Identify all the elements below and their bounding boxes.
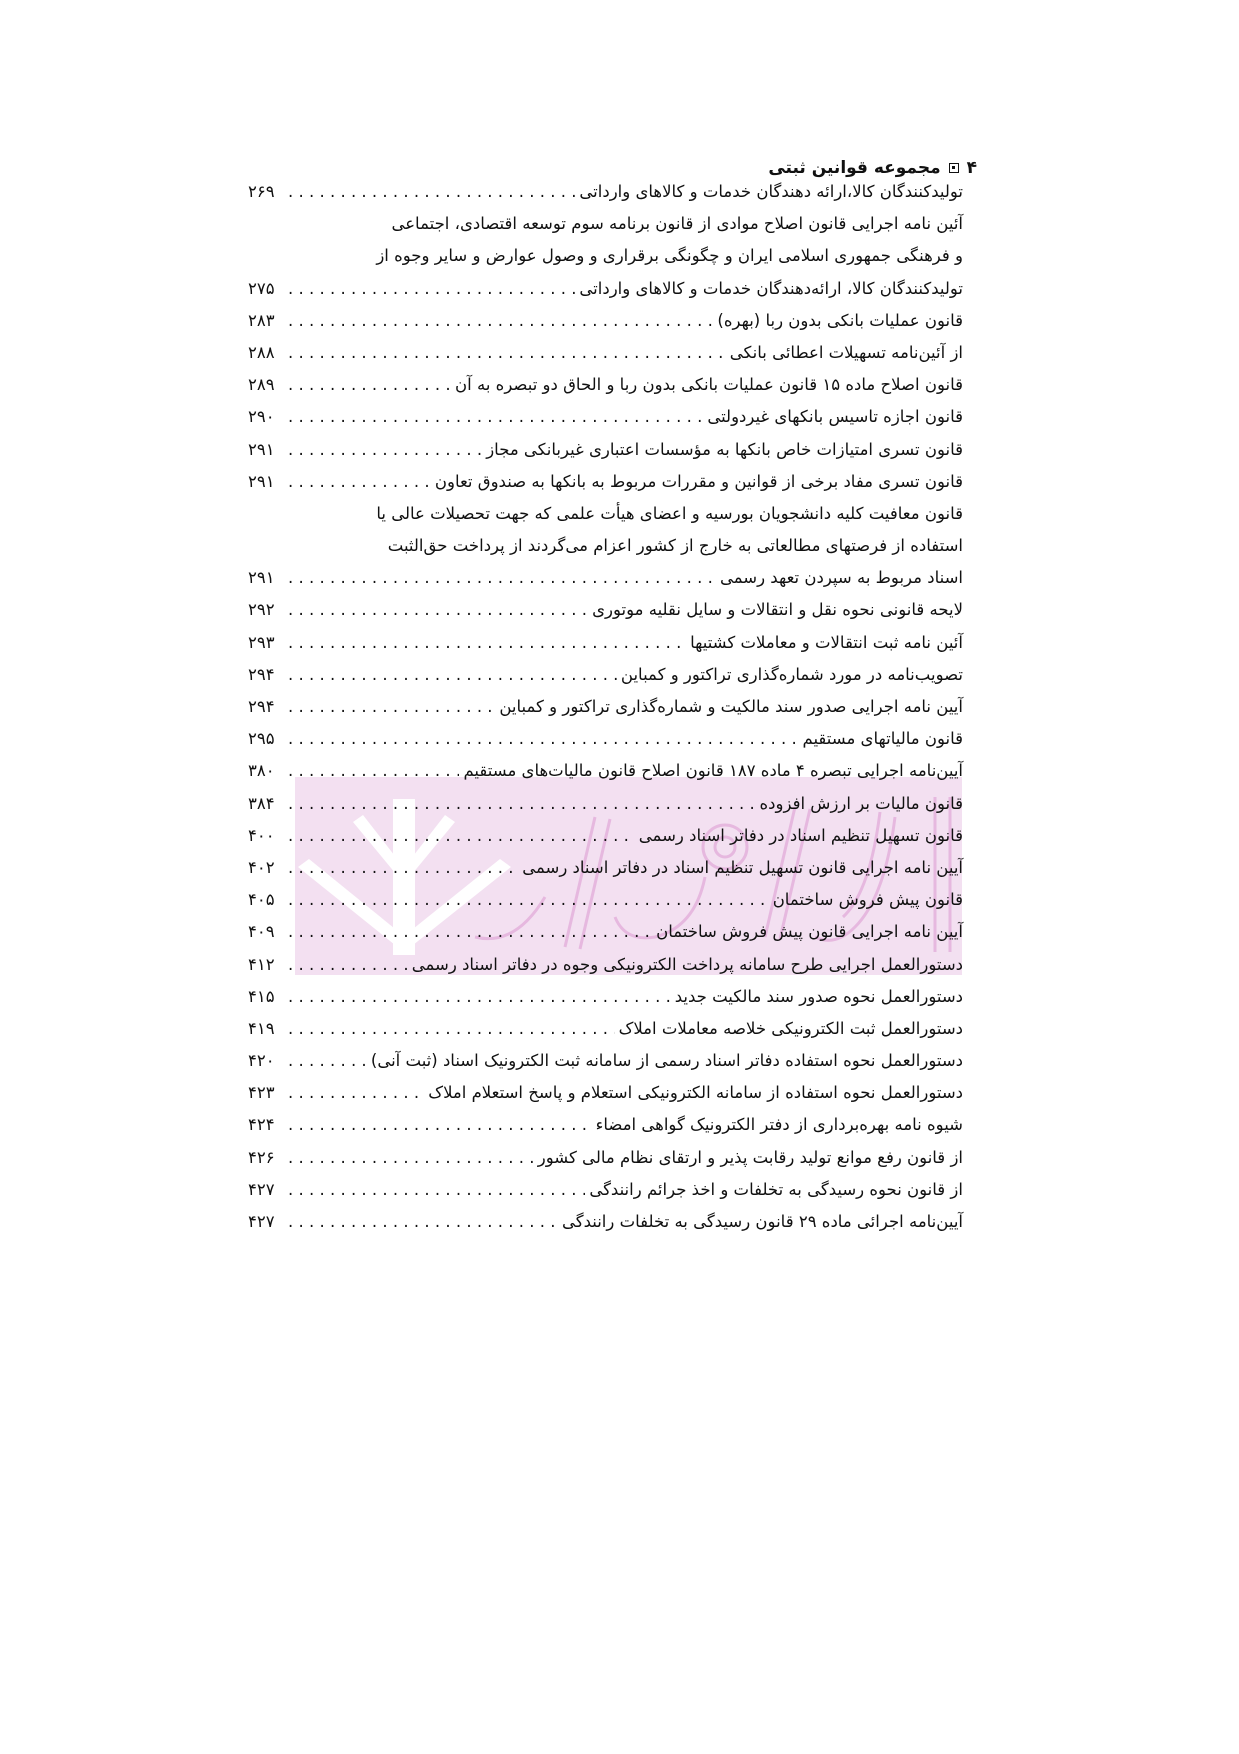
toc-entry-title: تصویب‌نامه در مورد شماره‌گذاری تراکتور و کمباین xyxy=(620,664,963,684)
dot-leader xyxy=(288,723,798,755)
toc-entry-title: شیوه نامه بهره‌برداری از دفتر الکترونیک گواهی امضاء xyxy=(595,1115,963,1135)
dot-leader xyxy=(288,273,575,305)
dot-leader xyxy=(288,466,431,498)
toc-entry-page: ۳۸۴ xyxy=(248,793,275,813)
square-bullet-icon xyxy=(949,163,959,173)
toc-entry-title-line: آئین نامه اجرایی قانون اصلاح موادی از قانون برنامه سوم توسعه اقتصادی، اجتماعی xyxy=(391,214,963,234)
toc-entry-title: آیین نامه اجرایی صدور سند مالکیت و شماره‌گذاری تراکتور و کمباین xyxy=(499,697,963,716)
dot-leader xyxy=(288,176,575,208)
toc-entry-title-line: اسناد مربوط به سپردن تعهد رسمی xyxy=(719,568,963,588)
toc-entry-page: ۴۲۶ xyxy=(248,1147,275,1167)
dot-leader xyxy=(288,820,635,852)
toc-entry[interactable] xyxy=(248,594,963,626)
toc-entry-title-line: و فرهنگی جمهوری اسلامی ایران و چگونگی برقراری و وصول عوارض و سایر وجوه از xyxy=(376,246,963,266)
toc-entry-page: ۲۹۴ xyxy=(248,697,275,716)
toc-entry[interactable] xyxy=(248,916,963,948)
dot-leader xyxy=(288,1013,615,1045)
toc-entry[interactable] xyxy=(248,723,963,755)
dot-leader xyxy=(288,788,756,820)
dot-leader xyxy=(288,562,716,594)
toc-entry[interactable] xyxy=(248,466,963,498)
toc-entry-page: ۴۰۹ xyxy=(248,922,275,942)
toc-entry-page: ۴۱۵ xyxy=(248,986,275,1006)
dot-leader xyxy=(288,594,588,626)
toc-entry-page: ۴۲۷ xyxy=(248,1212,275,1231)
toc-entry-title: دستورالعمل نحوه صدور سند مالکیت جدید xyxy=(674,986,963,1006)
toc-entry[interactable] xyxy=(248,788,963,820)
toc-entry[interactable] xyxy=(248,1013,963,1045)
toc-entry-title-line: استفاده از فرصتهای مطالعاتی به خارج از کشور اعزام می‌گردند از پرداخت حق‌الثبت xyxy=(387,536,963,556)
toc-entry-title: دستورالعمل نحوه استفاده دفاتر اسناد رسمی از سامانه ثبت الکترونیک اسناد (ثبت آنی) xyxy=(370,1051,963,1071)
toc-entry[interactable] xyxy=(248,337,963,369)
toc-entry[interactable] xyxy=(248,176,963,208)
dot-leader xyxy=(288,949,408,981)
toc-entry-page: ۲۷۵ xyxy=(248,278,275,298)
toc-entry[interactable] xyxy=(248,1109,963,1141)
toc-entry[interactable] xyxy=(248,1142,963,1174)
toc-entry-page: ۲۹۱ xyxy=(248,439,275,459)
dot-leader xyxy=(288,691,495,723)
toc-entry-title: قانون عملیات بانکی بدون ربا (بهره) xyxy=(717,310,963,330)
toc-entry-title: دستورالعمل نحوه استفاده از سامانه الکترونیکی استعلام و پاسخ استعلام املاک xyxy=(428,1083,963,1103)
toc-entry[interactable] xyxy=(248,498,963,595)
toc-entry[interactable] xyxy=(248,369,963,401)
toc-entry-title: قانون تسهیل تنظیم اسناد در دفاتر اسناد رسمی xyxy=(638,825,963,845)
dot-leader xyxy=(288,337,726,369)
toc-entry-title: قانون تسری امتیازات خاص بانکها به مؤسسات اعتباری غیربانکی مجاز xyxy=(486,439,963,459)
toc-entry-title: آیین‌نامه اجرائی ماده ۲۹ قانون رسیدگی به تخلفات رانندگی xyxy=(561,1212,963,1231)
toc-entry[interactable] xyxy=(248,1206,963,1238)
toc-entry-page: ۲۹۴ xyxy=(248,664,275,684)
toc-entry[interactable] xyxy=(248,820,963,852)
toc-entry[interactable] xyxy=(248,1077,963,1109)
dot-leader xyxy=(288,852,518,884)
toc-entry-title: قانون مالیاتهای مستقیم xyxy=(802,729,963,749)
toc-entry-page: ۴۱۲ xyxy=(248,954,275,974)
dot-leader xyxy=(288,369,451,401)
toc-entry-page: ۴۰۰ xyxy=(248,825,275,845)
toc-entry[interactable] xyxy=(248,852,963,884)
toc-entry[interactable] xyxy=(248,401,963,433)
toc-entry-page: ۲۸۸ xyxy=(248,342,275,362)
toc-entry[interactable] xyxy=(248,659,963,691)
dot-leader xyxy=(288,305,713,337)
dot-leader xyxy=(288,1174,585,1206)
toc-entry-title: آیین نامه اجرایی قانون تسهیل تنظیم اسناد در دفاتر اسناد رسمی xyxy=(522,857,963,877)
dot-leader xyxy=(288,434,482,466)
toc-entry[interactable] xyxy=(248,884,963,916)
toc-entry-page: ۲۹۱ xyxy=(248,568,275,588)
toc-entry-title: لایحه قانونی نحوه نقل و انتقالات و سایل نقلیه موتوری xyxy=(592,600,963,620)
toc-entry-page: ۴۲۳ xyxy=(248,1083,275,1103)
toc-entry-title: از قانون نحوه رسیدگی به تخلفات و اخذ جرائم رانندگی xyxy=(589,1179,963,1199)
toc-entry-page: ۴۲۴ xyxy=(248,1115,275,1135)
dot-leader xyxy=(288,981,671,1013)
dot-leader xyxy=(288,884,769,916)
toc-entry-title: قانون اجازه تاسیس بانکهای غیردولتی xyxy=(707,407,963,427)
dot-leader xyxy=(288,401,703,433)
toc-entry[interactable] xyxy=(248,755,963,787)
toc-entry-title: از آئین‌نامه تسهیلات اعطائی بانکی xyxy=(729,342,963,362)
toc-entry[interactable] xyxy=(248,1174,963,1206)
toc-entry[interactable] xyxy=(248,981,963,1013)
dot-leader xyxy=(288,1045,367,1077)
dot-leader xyxy=(288,1109,592,1141)
dot-leader xyxy=(288,659,617,691)
toc-entry-page: ۴۱۹ xyxy=(248,1018,275,1038)
toc-entry-page: ۲۹۳ xyxy=(248,632,275,652)
toc-entry-title: قانون مالیات بر ارزش افزوده xyxy=(759,793,963,813)
dot-leader xyxy=(288,1142,534,1174)
toc-entry-page: ۴۰۵ xyxy=(248,890,275,910)
toc-entry[interactable] xyxy=(248,949,963,981)
toc-entry-page: ۲۹۱ xyxy=(248,471,275,491)
toc-entry-page: ۳۸۰ xyxy=(248,761,275,781)
dot-leader xyxy=(288,755,459,787)
toc-entry[interactable] xyxy=(248,434,963,466)
toc-entry-title: دستورالعمل اجرایی طرح سامانه پرداخت الکترونیکی وجوه در دفاتر اسناد رسمی xyxy=(411,954,963,974)
toc-entry-title: دستورالعمل ثبت الکترونیکی خلاصه معاملات املاک xyxy=(618,1018,963,1038)
table-of-contents xyxy=(248,176,963,1238)
toc-entry-page: ۴۲۰ xyxy=(248,1051,275,1071)
dot-leader xyxy=(288,627,686,659)
dot-leader xyxy=(288,916,652,948)
toc-entry-page: ۲۶۹ xyxy=(248,182,275,201)
toc-entry[interactable] xyxy=(248,627,963,659)
toc-entry-page: ۲۸۹ xyxy=(248,375,275,395)
page-number: ۴ xyxy=(966,158,977,178)
toc-entry[interactable] xyxy=(248,305,963,337)
toc-entry-page: ۲۹۰ xyxy=(248,407,275,427)
toc-entry-title: آیین‌نامه اجرایی تبصره ۴ ماده ۱۸۷ قانون اصلاح قانون مالیات‌های مستقیم xyxy=(463,761,963,781)
running-title: مجموعه قوانین ثبتی xyxy=(768,158,941,178)
toc-entry-page: ۲۸۳ xyxy=(248,310,275,330)
toc-entry[interactable] xyxy=(248,208,963,305)
toc-entry-title: قانون اصلاح ماده ۱۵ قانون عملیات بانکی بدون ربا و الحاق دو تبصره به آن xyxy=(455,375,963,395)
toc-entry-title: قانون پیش فروش ساختمان xyxy=(772,890,963,910)
dot-leader xyxy=(288,1077,424,1109)
toc-entry-page: ۲۹۵ xyxy=(248,729,275,749)
toc-entry-title: قانون تسری مفاد برخی از قوانین و مقررات مربوط به بانکها به صندوق تعاون xyxy=(434,471,963,491)
toc-entry-page: ۴۲۷ xyxy=(248,1179,275,1199)
toc-entry[interactable] xyxy=(248,691,963,723)
toc-entry-page: ۴۰۲ xyxy=(248,857,275,877)
toc-entry[interactable] xyxy=(248,1045,963,1077)
toc-entry-title: از قانون رفع موانع تولید رقابت پذیر و ارتقای نظام مالی کشور xyxy=(537,1147,963,1167)
toc-entry-title: آئین نامه ثبت انتقالات و معاملات کشتیها xyxy=(690,632,963,652)
toc-entry-title-line: قانون معافیت کلیه دانشجویان بورسیه و اعضای هیأت علمی که جهت تحصیلات عالی یا xyxy=(376,503,963,523)
toc-entry-title-line: تولیدکنندگان کالا، ارائه‌دهندگان خدمات و کالاهای وارداتی xyxy=(579,278,963,298)
dot-leader xyxy=(288,1206,558,1238)
toc-entry-page: ۲۹۲ xyxy=(248,600,275,620)
running-header xyxy=(768,158,977,178)
toc-entry-title: آیین نامه اجرایی قانون پیش فروش ساختمان xyxy=(656,922,963,942)
toc-entry-title: تولیدکنندگان کالا،ارائه دهندگان خدمات و کالاهای وارداتی xyxy=(579,182,963,201)
